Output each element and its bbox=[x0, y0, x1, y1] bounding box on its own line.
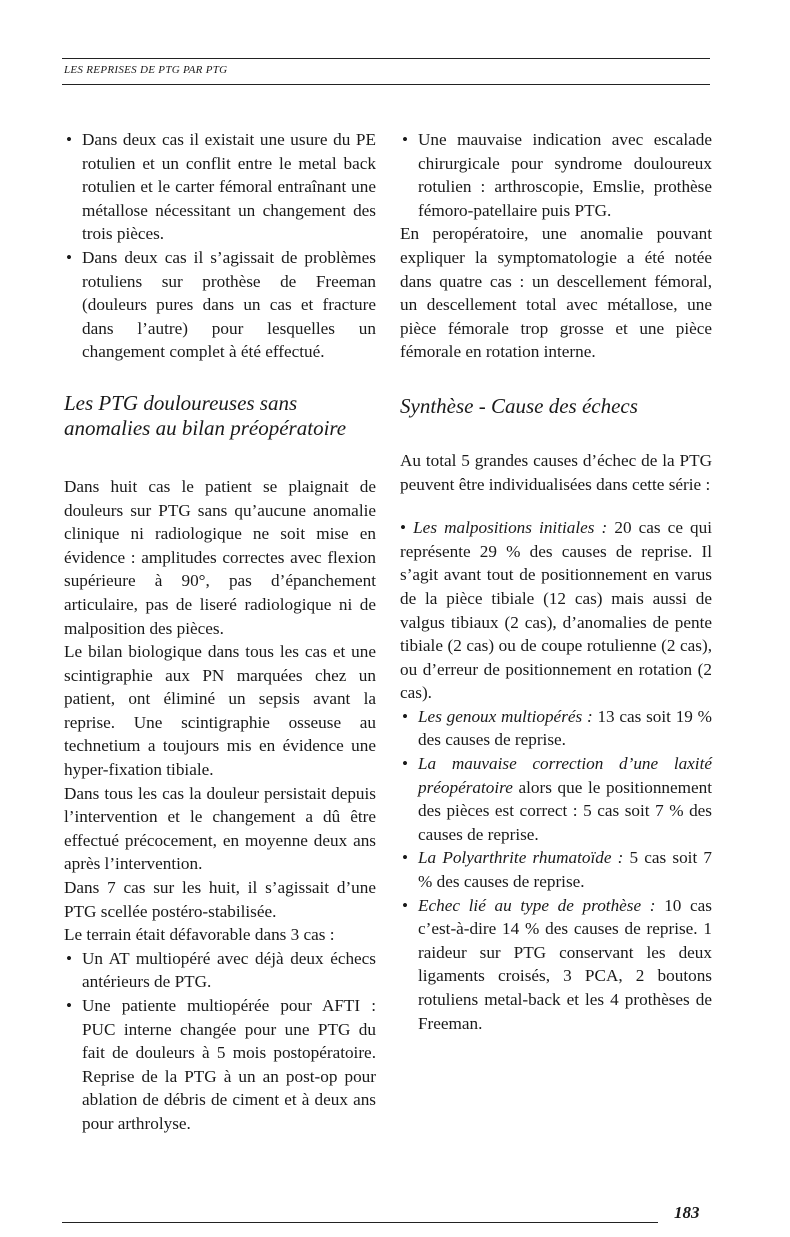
header-rule-bottom bbox=[62, 84, 710, 85]
cause-type-prothese-label: Echec lié au type de prothèse : bbox=[418, 895, 656, 915]
section-heading-synthese: Synthèse - Cause des échecs bbox=[400, 393, 638, 418]
left-bullet-1: • Dans deux cas il existait une usure du PE rotulien et un conflit entre le metal back rotulien et le carter fémoral entraînant une métallose nécessitant un changement des trois pièces. bbox=[64, 128, 376, 246]
cause-laxite bbox=[400, 752, 712, 846]
cause-laxite-text: alors que le positionnement des pièces est correct : 5 cas soit 7 % des causes de reprise. bbox=[418, 777, 712, 844]
cause-laxite-label: La mauvaise correction d’une laxité préopératoire bbox=[418, 754, 712, 797]
running-head: LES REPRISES DE PTG PAR PTG bbox=[64, 64, 228, 76]
cause-malpositions-label: Les malpositions initiales : bbox=[413, 518, 608, 538]
cause-malpositions-text: 20 cas ce qui représente 29 % des causes de reprise. Il s’agit avant tout de positionnement en varus de la pièce tibiale (12 cas) mais aussi de valgus tibiaux (2 cas), d’anomalies de pente tibiale (2 cas) ou de coupe rotulienne (2 cas), ou d’erreur de positionnement en rotation (2 cas). bbox=[400, 518, 713, 703]
right-bullet-1: • Une mauvaise indication avec escalade chirurgicale pour syndrome douloureux rotulien : arthroscopie, Emslie, prothèse fémoro-patellaire puis PTG. bbox=[400, 128, 712, 222]
left-paragraph-1: Dans huit cas le patient se plaignait de douleurs sur PTG sans qu’aucune anomalie clinique ni radiologique ne soit mise en évidence : amplitudes correctes avec flexion supérieure à 90°, pas d’épanchement articulaire, pas de liseré radiologique ni de malposition des pièces. bbox=[64, 476, 376, 638]
cause-polyarthrite-text: 5 cas soit 7 % des causes de reprise. bbox=[418, 848, 712, 892]
left-bullet-3: • Un AT multiopéré avec déjà deux échecs antérieurs de PTG. bbox=[64, 947, 376, 994]
cause-multiopere bbox=[400, 705, 712, 752]
left-paragraph-5: Le terrain était défavorable dans 3 cas : bbox=[64, 925, 335, 945]
cause-malpositions: • Les malpositions initiales : 20 cas ce qui représente 29 % des causes de reprise. Il s’agit avant tout de positionnement en varus de la pièce tibiale (12 cas) mais aussi de valgus tibiaux (2 cas), d’anomalies de pente tibiale (2 cas) ou de coupe rotulienne (2 cas), ou d’erreur de positionnement en rotation (2 cas). bbox=[400, 518, 713, 703]
left-column bbox=[64, 128, 376, 1136]
cause-type-prothese-text: 10 cas c’est-à-dire 14 % des causes de reprise. 1 raideur sur PTG conservant les deux ligaments croisés, 3 PCA, 2 boutons rotuliens metal-back et les 4 prothèses de Freeman. bbox=[418, 895, 712, 1033]
cause-polyarthrite bbox=[400, 846, 712, 893]
left-bullet-2: • Dans deux cas il s’agissait de problèmes rotuliens sur prothèse de Freeman (douleurs pures dans un cas et fracture dans l’autre) pour lesquelles un changement complet à été effectué. bbox=[64, 246, 376, 364]
section-heading-ptg-douloureuses: Les PTG douloureuses sans anomalies au bilan préopératoire bbox=[64, 390, 347, 440]
left-paragraph-3: Dans tous les cas la douleur persistait depuis l’intervention et le changement a dû être effectué précocement, en moyenne deux ans après l’intervention. bbox=[64, 783, 376, 874]
left-paragraph-4: Dans 7 cas sur les huit, il s’agissait d’une PTG scellée postéro-stabilisée. bbox=[64, 878, 376, 921]
right-column bbox=[400, 128, 712, 1035]
footer-rule bbox=[62, 1222, 658, 1223]
cause-multiopere-label: Les genoux multiopérés : bbox=[418, 706, 593, 726]
cause-polyarthrite-label: La Polyarthrite rhumatoïde : bbox=[418, 848, 624, 868]
header-rule-top bbox=[62, 58, 710, 59]
cause-multiopere-text: 13 cas soit 19 % des causes de reprise. bbox=[418, 706, 712, 750]
left-bullet-4: • Une patiente multiopérée pour AFTI : PUC interne changée pour une PTG du fait de douleurs à 5 mois postopératoire. Reprise de la PTG à un an post-op pour ablation de débris de ciment et à deux ans pour arthrolyse. bbox=[64, 994, 376, 1136]
cause-type-prothese bbox=[400, 894, 712, 1036]
page-number: 183 bbox=[674, 1203, 700, 1222]
right-paragraph-1: En peropératoire, une anomalie pouvant expliquer la symptomatologie a été notée dans quatre cas : un descellement fémoral, un descellement total avec métallose, une pièce fémorale trop grosse et une pièce fémorale en rotation interne. bbox=[400, 224, 712, 362]
right-paragraph-2: Au total 5 grandes causes d’échec de la PTG peuvent être individualisées dans cette série : bbox=[400, 450, 712, 494]
left-paragraph-2: Le bilan biologique dans tous les cas et une scintigraphie aux PN marquées chez un patient, ont éliminé un sepsis avant la reprise. Une scintigraphie osseuse au technetium a toujours mis en évidence une hyper-fixation tibiale. bbox=[64, 642, 376, 780]
